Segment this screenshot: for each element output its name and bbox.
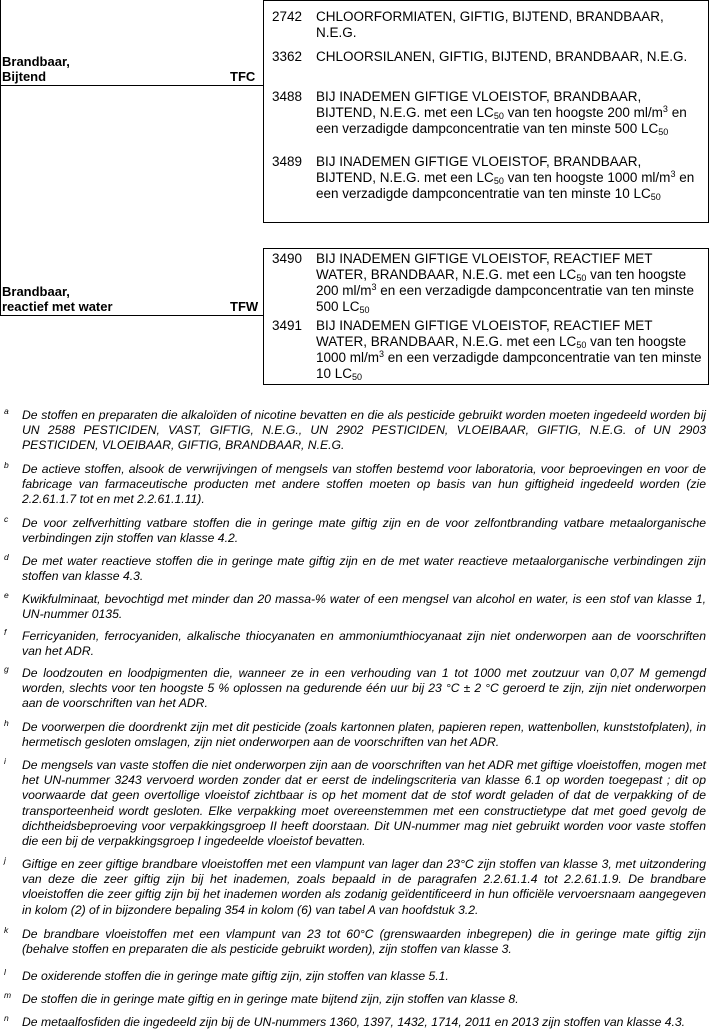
footnote-text: De stoffen die in geringe mate giftig en in geringe mate bijtend zijn, zijn stoffen van klasse 8. [22, 992, 519, 1006]
footnote-text: De loodzouten en loodpigmenten die, wanneer ze in een verhouding van 1 tot 1000 met zoutzuur van 0,07 M gemengd worden, slechts voor ten hoogste 5 % oplossen na gedurende één uur bij 23 °C ± 2 °C geroerd te zijn, zijn niet onderworpen aan de voorschriften van het ADR. [22, 666, 706, 711]
tree-connector [0, 0, 1, 292]
entries-box [263, 248, 709, 385]
footnote-text: De brandbare vloeistoffen met een vlampunt van 23 tot 60°C (grenswaarden inbegrepen) die in geringe mate giftig zijn (behalve stoffen en preparaten die als pesticide gebruikt worden), zijn stoffen van klasse 3. [22, 927, 706, 957]
entry-description: BIJ INADEMEN GIFTIGE VLOEISTOF, BRANDBAAR, BIJTEND, N.E.G. met een $LC_{50}$ van ten hoogste 1000 $ml/m^3$ en een verzadigde dampconcentratie van ten minste 10 $LC_{50}$ [316, 154, 695, 202]
entry-description: CHLOORSILANEN, GIFTIG, BIJTEND, BRANDBAAR, N.E.G. [316, 49, 688, 64]
footnote-mark: m [4, 990, 12, 1000]
footnote-text: De voorwerpen die doordrenkt zijn met dit pesticide (zoals kartonnen platen, papieren repen, wattenbollen, kunststofplaten), in hermetisch gesloten omslagen, zijn niet onderworpen aan de voorschriften van het ADR. [22, 720, 706, 750]
un-number: 2742 [272, 9, 303, 24]
footnote-mark: j [4, 855, 6, 865]
group-label [2, 54, 70, 84]
footnote-text: De voor zelfverhitting vatbare stoffen die in geringe mate giftig zijn en de voor zelfontbranding vatbare metaalorganische verbindingen zijn stoffen van klasse 4.2. [22, 516, 706, 546]
un-number: 3490 [272, 251, 303, 266]
un-number: 3489 [272, 154, 303, 169]
un-number: 3488 [272, 89, 303, 104]
footnote-text: De oxiderende stoffen die in geringe mate giftig zijn, zijn stoffen van klasse 5.1. [22, 969, 449, 983]
group-underline-tfw [0, 315, 263, 316]
group-label-line1: Brandbaar, [2, 54, 70, 69]
footnote-text: De metaalfosfiden die ingedeeld zijn bij de UN-nummers 1360, 1397, 1432, 1714, 2011 en 2013 zijn stoffen van klasse 4.3. [22, 1015, 686, 1029]
entries-box [263, 0, 709, 223]
entry-description: BIJ INADEMEN GIFTIGE VLOEISTOF, REACTIEF MET WATER, BRANDBAAR, N.E.G. met een $LC_{50}$ van ten hoogste 1000 $ml/m^3$ en een verzadigde dampconcentratie van ten minste 10 $LC_{50}$ [316, 318, 702, 382]
footnote-mark: f [4, 627, 7, 637]
footnote-mark: g [4, 664, 9, 674]
footnote-mark: b [4, 460, 9, 470]
footnote-text: De mengsels van vaste stoffen die niet onderworpen zijn aan de voorschriften van het ADR met giftige vloeistoffen, mogen met het UN-nummer 3243 vervoerd worden zonder dat er eerst de indelingscriteria van klasse 6.1 op worden toegepast ; dit op voorwaarde dat geen overtollige vloeistof zichtbaar is op het moment dat de stof wordt geladen of dat de verpakking of de transporteenheid wordt gesloten. Elke verpakking moet overeenstemmen met een constructietype dat met goed gevolg de dichtheidsbeproeving voor verpakkingsgroep II heeft doorstaan. Dit UN-nummer mag niet gebruikt worden voor vaste stoffen die een bij de verpakkingsgroep I ingedeelde vloeistof bevatten. [22, 758, 706, 849]
footnote-mark: n [4, 1013, 9, 1023]
footnote-mark: e [4, 590, 9, 600]
footnote-text: Kwikfulminaat, bevochtigd met minder dan 20 massa-% water of een mengsel van alcohol en water, is een stof van klasse 1, UN-nummer 0135. [22, 592, 706, 622]
entry-description: BIJ INADEMEN GIFTIGE VLOEISTOF, REACTIEF MET WATER, BRANDBAAR, N.E.G. met een $LC_{50}$ van ten hoogste 200 $ml/m^3$ en een verzadigde dampconcentratie van ten minste 500 $LC_{50}$ [316, 251, 694, 315]
group-underline-tfc [0, 85, 263, 86]
footnote-mark: l [4, 967, 6, 977]
group-code: TFW [230, 299, 259, 314]
footnote-mark: i [4, 756, 6, 766]
un-number: 3491 [272, 318, 303, 333]
footnote-text: De met water reactieve stoffen die in geringe mate giftig zijn en de met water reactieve metaalorganische verbindingen zijn stoffen van klasse 4.3. [22, 554, 706, 584]
un-number: 3362 [272, 49, 303, 64]
footnote-mark: h [4, 718, 9, 728]
tree-connector-tfw [0, 292, 1, 316]
footnote-mark: c [4, 514, 9, 524]
group-label-line2: Bijtend [2, 69, 47, 84]
footnote-text: De stoffen en preparaten die alkaloïden of nicotine bevatten en die als pesticide gebruikt worden moeten ingedeeld worden bij UN 2588 PESTICIDEN, VAST, GIFTIG, N.E.G., UN 2902 PESTICIDEN, VLOEIBAAR, GIFTIG, N.E.G. of UN 2903 PESTICIDEN, VLOEIBAAR, GIFTIG, BRANDBAAR, N.E.G. [22, 408, 706, 453]
footnote-mark: a [4, 406, 9, 416]
footnote-text: De actieve stoffen, alsook de verwrijvingen of mengsels van stoffen bestemd voor laboratoria, voor beproevingen en voor de fabricage van farmaceutische producten met andere stoffen moeten op basis van hun giftigheid ingedeeld worden (zie 2.2.61.1.7 tot en met 2.2.61.1.11). [22, 462, 706, 507]
group-label-line2: reactief met water [2, 299, 113, 314]
entry-description: CHLOORFORMIATEN, GIFTIG, BIJTEND, BRANDBAAR, N.E.G. [316, 9, 664, 40]
group-label [2, 284, 113, 314]
group-label-line1: Brandbaar, [2, 284, 70, 299]
footnote-text: Giftige en zeer giftige brandbare vloeistoffen met een vlampunt van lager dan 23°C zijn stoffen van klasse 3, met uitzondering van deze die zeer giftig zijn bij het inademen, zoals bepaald in de paragrafen 2.2.61.1.4 tot 2.2.61.1.9. De brandbare vloeistoffen die zeer giftig zijn bij het inademen worden als zodanig geïdentificeerd in hun officiële vervoersnaam aangegeven in kolom (2) of in bijzondere bepaling 354 in kolom (6) van tabel A van hoofdstuk 3.2. [22, 857, 706, 917]
group-code: TFC [230, 69, 256, 84]
footnote-mark: k [4, 925, 9, 935]
entry-description: BIJ INADEMEN GIFTIGE VLOEISTOF, BRANDBAAR, BIJTEND, N.E.G. met een $LC_{50}$ van ten hoogste 200 $ml/m^3$ en een verzadigde dampconcentratie van ten minste 500 $LC_{50}$ [316, 89, 687, 137]
footnote-mark: d [4, 552, 9, 562]
footnote-text: Ferricyaniden, ferrocyaniden, alkalische thiocyanaten en ammoniumthiocyanaat zijn niet onderworpen aan de voorschriften van het ADR. [22, 629, 706, 659]
